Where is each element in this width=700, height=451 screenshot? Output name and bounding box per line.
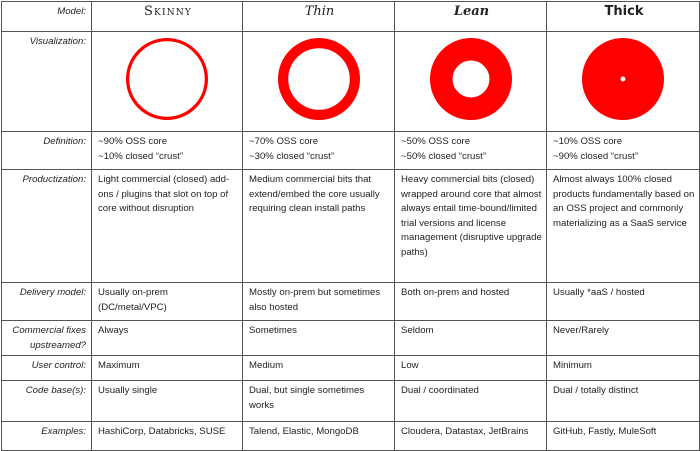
ring-band (601, 57, 644, 100)
user-control-cell-thick: Minimum (547, 356, 700, 381)
productization-row (2, 170, 700, 283)
definition-row (2, 132, 700, 170)
examples-row-label: Examples: (2, 422, 92, 451)
user-control-row (2, 356, 700, 381)
fixes-cell-thick: Never/Rarely (547, 321, 700, 356)
model-name-thin: Thin (304, 4, 335, 19)
model-name-thick: Thick (604, 4, 644, 19)
fixes-label-line: Commercial fixes (12, 325, 86, 336)
visualization-row (2, 32, 700, 132)
delivery-cell-lean: Both on-prem and hosted (395, 283, 547, 321)
definition-line: ~90% OSS core (98, 136, 168, 147)
user-control-cell-thin: Medium (243, 356, 395, 381)
model-name-skinny: Skinny (143, 4, 193, 19)
ring-icon-skinny (121, 33, 213, 125)
definition-line: ~90% closed “crust” (553, 150, 639, 162)
code-base-cell-lean: Dual / coordinated (395, 381, 547, 422)
ring-band (441, 49, 500, 108)
definition-line: ~50% closed “crust” (401, 150, 487, 162)
model-header-thick (547, 2, 700, 32)
delivery-cell-skinny: Usually on-prem (DC/metal/VPC) (92, 283, 243, 321)
viz-cell-thin (243, 32, 395, 132)
code-base-cell-skinny: Usually single (92, 381, 243, 422)
code-base-row-label: Code base(s): (2, 381, 92, 422)
ring-band (128, 39, 207, 118)
definition-line: ~10% OSS core (553, 136, 623, 147)
fixes-label-line: upstreamed? (30, 339, 86, 351)
model-header-lean (395, 2, 547, 32)
productization-cell-lean: Heavy commercial bits (closed) wrapped around core that almost always entail time-bound/limited trial versions and license management (disruptive upgrade paths) (395, 170, 547, 283)
productization-cell-thin: Medium commercial bits that extend/embed the core usually requiring clean install paths (243, 170, 395, 283)
examples-cell-thin: Talend, Elastic, MongoDB (243, 422, 395, 451)
examples-cell-skinny: HashiCorp, Databricks, SUSE (92, 422, 243, 451)
fixes-cell-lean: Seldom (395, 321, 547, 356)
ring-icon-lean (425, 33, 517, 125)
examples-cell-thick: GitHub, Fastly, MuleSoft (547, 422, 700, 451)
ring-icon-thick (577, 33, 669, 125)
user-control-row-label: User control: (2, 356, 92, 381)
model-name-lean: Lean (453, 4, 490, 19)
delivery-cell-thin: Mostly on-prem but sometimes also hosted (243, 283, 395, 321)
definition-cell-lean (395, 132, 547, 170)
definition-line: ~50% OSS core (401, 136, 471, 147)
examples-row (2, 422, 700, 451)
user-control-cell-lean: Low (395, 356, 547, 381)
viz-cell-lean (395, 32, 547, 132)
code-base-row (2, 381, 700, 422)
productization-cell-thick: Almost always 100% closed products fundamentally based on an OSS project and commonly materializing as a SaaS service (547, 170, 700, 283)
code-base-cell-thick: Dual / totally distinct (547, 381, 700, 422)
visualization-row-label: Visualization: (2, 32, 92, 132)
productization-row-label: Productization: (2, 170, 92, 283)
fixes-row (2, 321, 700, 356)
definition-cell-thin (243, 132, 395, 170)
definition-line: ~30% closed “crust” (249, 150, 335, 162)
model-header-thin (243, 2, 395, 32)
fixes-cell-skinny: Always (92, 321, 243, 356)
model-row (2, 2, 700, 32)
fixes-row-label (2, 321, 92, 356)
delivery-row-label: Delivery model: (2, 283, 92, 321)
definition-cell-thick (547, 132, 700, 170)
user-control-cell-skinny: Maximum (92, 356, 243, 381)
ring-icon-thin (273, 33, 365, 125)
definition-line: ~70% OSS core (249, 136, 319, 147)
examples-cell-lean: Cloudera, Datastax, JetBrains (395, 422, 547, 451)
delivery-row (2, 283, 700, 321)
viz-cell-skinny (92, 32, 243, 132)
model-row-label: Model: (2, 2, 92, 32)
model-header-skinny (92, 2, 243, 32)
definition-row-label: Definition: (2, 132, 92, 170)
delivery-cell-thick: Usually *aaS / hosted (547, 283, 700, 321)
definition-line: ~10% closed “crust” (98, 150, 184, 162)
definition-cell-skinny (92, 132, 243, 170)
viz-cell-thick (547, 32, 700, 132)
productization-cell-skinny: Light commercial (closed) add-ons / plugins that slot on top of core without disruption (92, 170, 243, 283)
oss-model-comparison-table (1, 1, 700, 451)
code-base-cell-thin: Dual, but single sometimes works (243, 381, 395, 422)
fixes-cell-thin: Sometimes (243, 321, 395, 356)
ring-band (283, 43, 355, 115)
